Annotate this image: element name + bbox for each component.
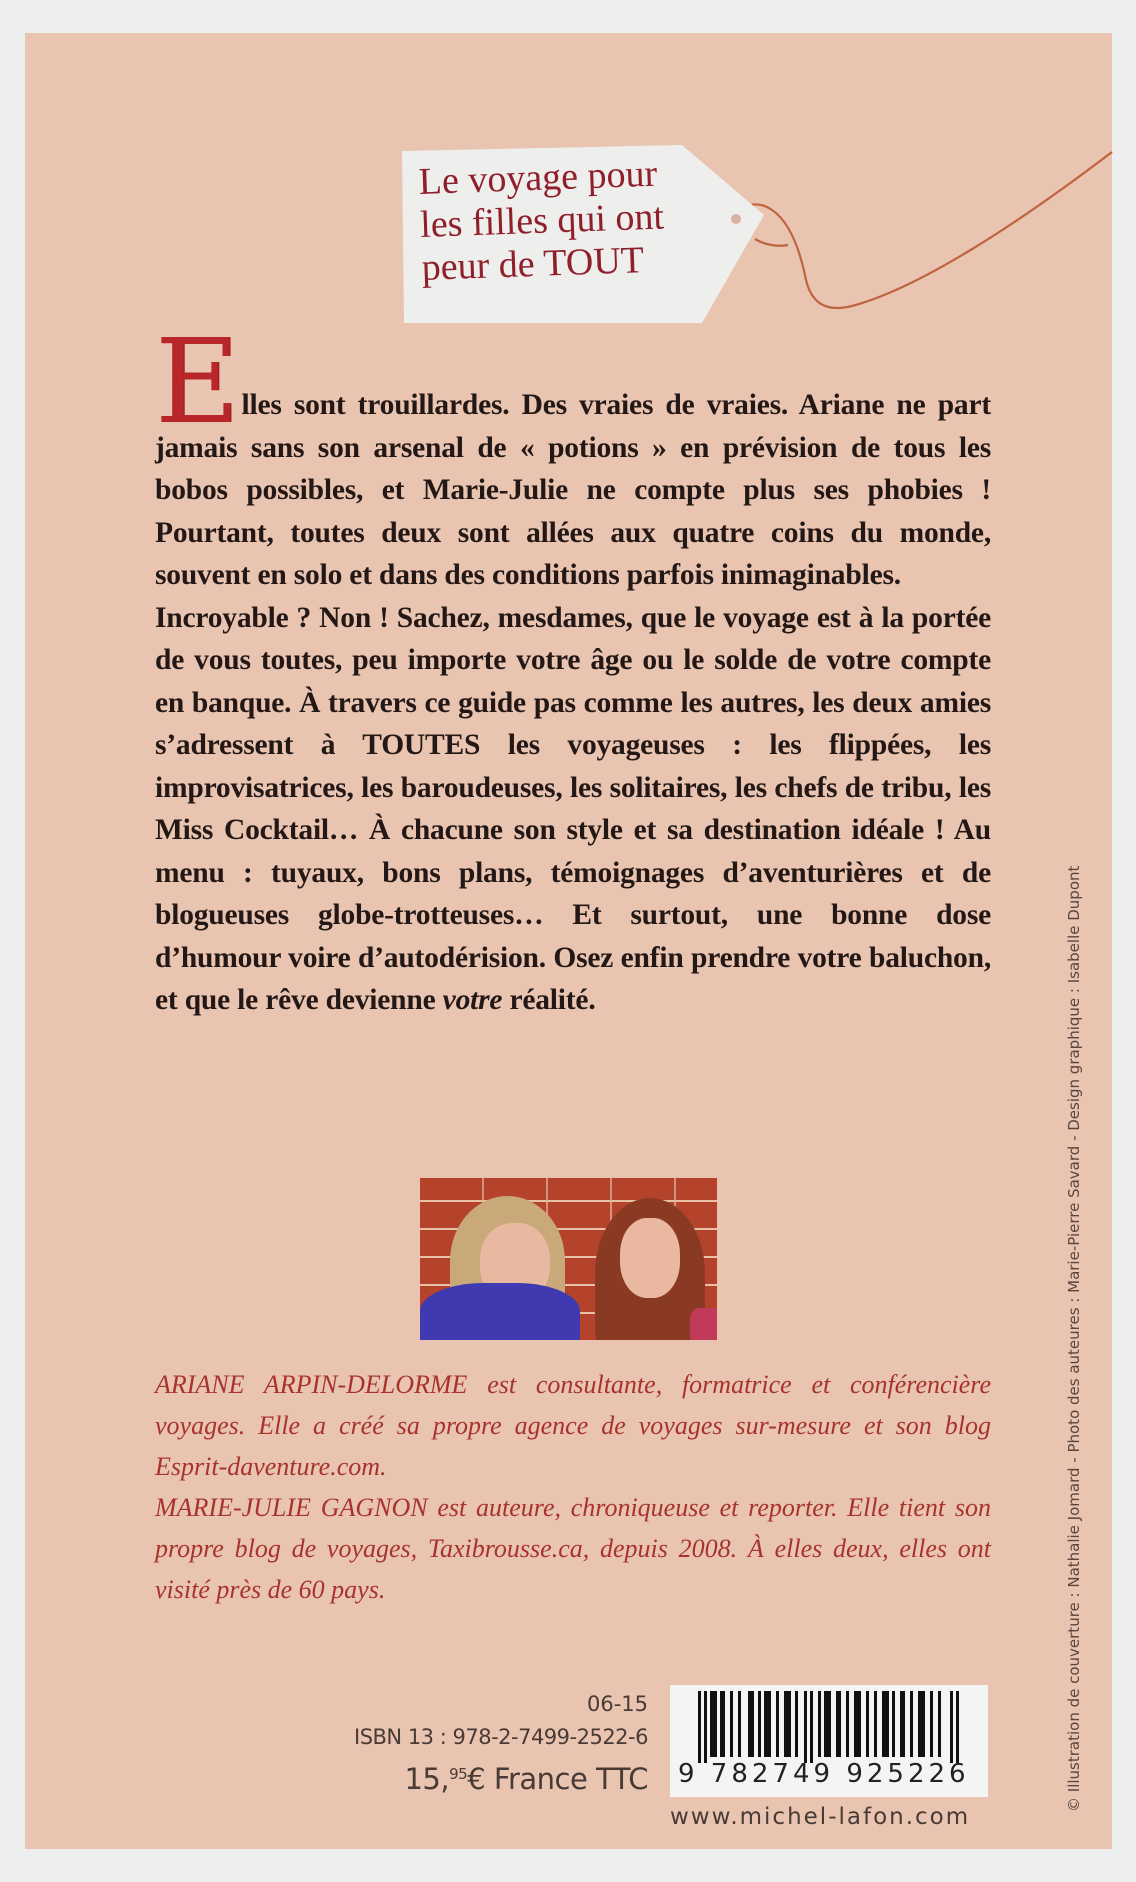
blurb-paragraph-2-text: Incroyable ? Non ! Sachez, mesdames, que le voyage est à la portée de vous toutes, peu importe votre âge ou le solde de votre compte en banque. À travers ce guide pas comme les autres, les deux amies s’adressent à TOUTES les voyageuses : les flippées, les improvisatrices, les baroudeuses, les solitaires, les chefs de tribu, les Miss Cocktail… À chacune son style et sa destination idéale ! Au menu : tuyaux, bons plans, témoignages d’aventurières et de blogueuses globe-trotteuses… Et surtout, une bonne dose d’humour voire d’autodérision. Osez enfin prendre votre baluchon, et que le rêve devienne (155, 601, 991, 1016)
tagline (418, 152, 692, 290)
isbn-value: 978-2-7499-2522-6 (452, 1725, 648, 1749)
blurb (155, 315, 991, 1022)
barcode (670, 1685, 988, 1797)
blurb-paragraph-1-text: lles sont trouillardes. Des vraies de vraies. Ariane ne part jamais sans son arsenal de « potions » en prévision de tous les bobos possibles, et Marie-Julie ne compte plus ses phobies ! Pourtant, toutes deux sont allées aux quatre coins du monde, souvent en solo et dans des conditions parfois inimaginables. (155, 389, 991, 591)
author-name-1: ARIANE ARPIN-DELORME (155, 1370, 468, 1399)
tagline-line-1: Le voyage pour (418, 152, 658, 203)
publisher-url[interactable]: www.michel-lafon.com (670, 1804, 971, 1830)
authors-photo (420, 1178, 717, 1340)
emphasis-votre: votre (442, 984, 503, 1016)
price-cents: 95 (449, 1765, 468, 1783)
author-name-2: MARIE-JULIE GAGNON (155, 1493, 428, 1522)
barcode-bars-icon (698, 1691, 968, 1763)
blurb-paragraph-1 (155, 315, 991, 597)
price (354, 1754, 648, 1799)
author-bio-1 (155, 1364, 991, 1487)
blurb-paragraph-2 (155, 597, 991, 1022)
tagline-line-2: les filles qui ont (419, 195, 665, 246)
isbn-label: ISBN 13 : (354, 1725, 447, 1749)
edition-code: 06-15 (586, 1692, 648, 1716)
author-left-coat (420, 1283, 580, 1340)
price-main: 15, (404, 1762, 450, 1796)
author-bio-text-1: est consultante, formatrice et conférencière voyages. Elle a créé sa propre agence de voyages sur-mesure et son blog Esprit-daventure.com. (155, 1370, 991, 1481)
dropcap: E (155, 315, 240, 450)
isbn-line (354, 1720, 648, 1754)
author-right-top (690, 1308, 717, 1340)
author-right-face (620, 1218, 680, 1298)
barcode-number: 9 782749 925226 (678, 1759, 970, 1789)
cover-credits: © Illustration de couverture : Nathalie Jomard - Photo des auteures : Marie-Pierre Savard - Design graphique : Isabelle Dupont (1065, 865, 1083, 1812)
author-bio-text-2: est auteure, chroniqueuse et reporter. Elle tient son propre blog de voyages, Taxibrousse.ca, depuis 2008. À elles deux, elles ont visité près de 60 pays. (155, 1493, 991, 1604)
price-suffix: € France TTC (467, 1762, 648, 1796)
publishing-info (354, 1688, 648, 1799)
author-bio-2 (155, 1487, 991, 1610)
author-bios (155, 1364, 991, 1610)
blurb-paragraph-2-end: réalité. (502, 984, 596, 1016)
tagline-tag (402, 145, 764, 323)
tagline-line-3: peur de TOUT (421, 239, 645, 289)
